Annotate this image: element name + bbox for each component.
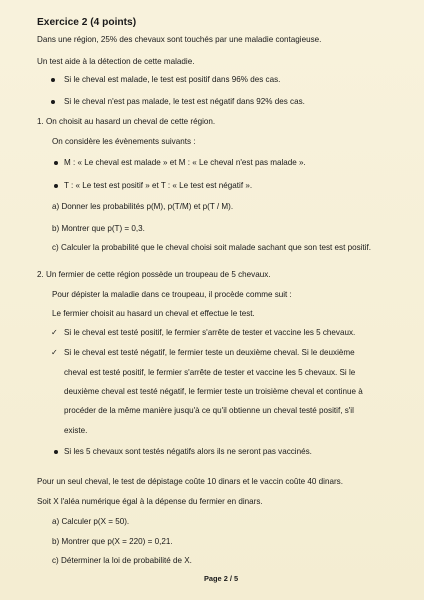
- part2-intro-2: Le fermier choisit au hasard un cheval et effectue le test.: [52, 309, 255, 318]
- fact-positive: Si le cheval est malade, le test est positif dans 96% des cas.: [64, 75, 281, 84]
- question-2a: a) Calculer p(X = 50).: [52, 517, 130, 526]
- exercise-intro: Dans une région, 25% des chevaux sont touchés par une maladie contagieuse.: [37, 35, 322, 44]
- bullet-icon: [51, 78, 55, 82]
- bullet-icon: [51, 100, 55, 104]
- fact-negative: Si le cheval n'est pas malade, le test est négatif dans 92% des cas.: [64, 97, 305, 106]
- rule-all-negative: Si les 5 chevaux sont testés négatifs alors ils ne seront pas vaccinés.: [64, 447, 312, 456]
- rule-negative-l4: procéder de la même manière jusqu'à ce qu'il obtienne un cheval testé positif, s'il: [64, 406, 354, 415]
- question-1b: b) Montrer que p(T) = 0,3.: [52, 224, 145, 233]
- question-1a: a) Donner les probabilités p(M), p(T/M) et p(T / M).: [52, 202, 234, 211]
- costs-line-2: Soit X l'aléa numérique égal à la dépense du fermier en dinars.: [37, 497, 263, 506]
- bullet-icon: [54, 184, 58, 188]
- rule-negative-l5: existe.: [64, 426, 88, 435]
- event-t-text: T : « Le test est positif » et T : « Le test est négatif ».: [64, 181, 253, 190]
- costs-line-1: Pour un seul cheval, le test de dépistage coûte 10 dinars et le vaccin coûte 40 dinars.: [37, 477, 343, 486]
- checkmark-icon: ✓: [51, 328, 58, 337]
- rule-positive: Si le cheval est testé positif, le fermier s'arrête de tester et vaccine les 5 chevaux.: [64, 328, 356, 337]
- bullet-icon: [54, 161, 58, 165]
- test-intro: Un test aide à la détection de cette maladie.: [37, 57, 195, 66]
- part2-intro-1: Pour dépister la maladie dans ce troupeau, il procède comme suit :: [52, 290, 292, 299]
- rule-negative-l1: Si le cheval est testé négatif, le fermier teste un deuxième cheval. Si le deuxième: [64, 348, 355, 357]
- part1-heading: 1. On choisit au hasard un cheval de cette région.: [37, 117, 216, 126]
- page-number: Page 2 / 5: [204, 574, 239, 583]
- part1-events-intro: On considère les évènements suivants :: [52, 137, 196, 146]
- question-1c: c) Calculer la probabilité que le cheval choisi soit malade sachant que son test est positif.: [52, 243, 371, 252]
- part2-heading: 2. Un fermier de cette région possède un troupeau de 5 chevaux.: [37, 270, 271, 279]
- rule-negative-l3: deuxième cheval est testé négatif, le fermier teste un troisième cheval et continue à: [64, 387, 363, 396]
- question-2b: b) Montrer que p(X = 220) = 0,21.: [52, 537, 173, 546]
- bullet-icon: [54, 450, 58, 454]
- question-2c: c) Déterminer la loi de probabilité de X.: [52, 556, 192, 565]
- event-t: [64, 180, 252, 191]
- checkmark-icon: ✓: [51, 348, 58, 357]
- event-m: [64, 157, 306, 168]
- event-m-text: M : « Le cheval est malade » et M : « Le cheval n'est pas malade ».: [64, 158, 306, 167]
- exercise-title: Exercice 2 (4 points): [37, 17, 137, 28]
- rule-negative-l2: cheval est testé positif, le fermier s'arrête de tester et vaccine les 5 chevaux. Si le: [64, 368, 356, 377]
